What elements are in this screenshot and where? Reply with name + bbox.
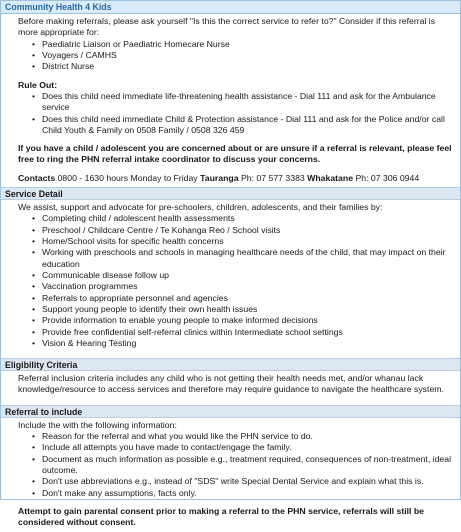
contacts-location-2: Whakatane bbox=[307, 172, 354, 183]
list-item: • Paediatric Liaison or Paediatric Homecare Nurse bbox=[32, 39, 456, 50]
contacts-location-1: Tauranga bbox=[200, 172, 239, 183]
concern-note: If you have a child / adolescent you are concerned about or are unsure if a referral is relevant, please feel free to ring the PHN referral intake coordinator to discuss your concerns. bbox=[18, 143, 452, 165]
rule-out-heading: Rule Out: bbox=[18, 79, 58, 90]
intro-list bbox=[32, 39, 456, 73]
service-detail-list bbox=[32, 213, 456, 349]
list-item: • Working with preschools and schools in managing healthcare needs of the child, that may impact on their education bbox=[32, 247, 456, 270]
consent-note: Attempt to gain parental consent prior to making a referral to the PHN service, referrals will still be considered without consent. bbox=[18, 505, 425, 528]
eligibility-section bbox=[1, 371, 460, 399]
list-item: • Does this child need immediate life-threatening health assistance - Dial 111 and ask for the Ambulance service bbox=[32, 91, 456, 114]
intro-section bbox=[1, 14, 460, 187]
list-item: • Vision & Hearing Testing bbox=[32, 338, 456, 349]
eligibility-text: Referral inclusion criteria includes any child who is not getting their health needs met, and/or whanau lack knowledge/resource to access services and therefore may require guidance to navigate the healthcare system. bbox=[18, 373, 444, 395]
list-item: • Completing child / adolescent health assessments bbox=[32, 213, 456, 224]
list-item: • Does this child need immediate Child & Protection assistance - Dial 111 and ask for the Police and/or call Child Youth & Family on 0508 Family / 0508 326 459 bbox=[32, 114, 456, 137]
referral-list bbox=[32, 431, 456, 499]
list-item: • Communicable disease follow up bbox=[32, 270, 456, 281]
service-detail-header: Service Detail bbox=[1, 187, 460, 200]
list-item: • Don't use abbreviations e.g., instead of "SDS" write Special Dental Service and explain what this is. bbox=[32, 476, 456, 487]
list-item: • Document as much information as possible e.g., treatment required, consequences of non-treatment, ideal outcome. bbox=[32, 454, 456, 477]
list-item: • Voyagers / CAMHS bbox=[32, 50, 456, 61]
list-item: • Don't make any assumptions, facts only. bbox=[32, 488, 456, 499]
intro-text: Before making referrals, please ask yourself "Is this the correct service to refer to?" Consider if this referral is more appropriate for: bbox=[18, 16, 436, 38]
contacts-label: Contacts bbox=[18, 172, 56, 183]
list-item: • Reason for the referral and what you would like the PHN service to do. bbox=[32, 431, 456, 442]
eligibility-header: Eligibility Criteria bbox=[1, 358, 460, 371]
service-detail-intro: We assist, support and advocate for pre-schoolers, children, adolescents, and their families by: bbox=[18, 202, 383, 213]
contacts-line bbox=[18, 173, 456, 184]
referral-intro: Include the with the following information: bbox=[18, 419, 177, 430]
list-item: • Provide free confidential self-referral clinics within Intermediate school settings bbox=[32, 327, 456, 338]
list-item: • Provide information to enable young people to make informed decisions bbox=[32, 315, 456, 326]
list-item: • Include all attempts you have made to contact/engage the family. bbox=[32, 442, 456, 453]
list-item: • Home/School visits for specific health concerns bbox=[32, 236, 456, 247]
referral-header: Referral to include bbox=[1, 405, 460, 418]
list-item: • Preschool / Childcare Centre / Te Kohanga Reo / School visits bbox=[32, 225, 456, 236]
contacts-phone-1: Ph: 07 577 3383 bbox=[240, 172, 305, 183]
rule-out-list bbox=[32, 91, 456, 136]
list-item: • Vaccination programmes bbox=[32, 281, 456, 292]
referral-section bbox=[1, 418, 460, 532]
list-item: • District Nurse bbox=[32, 61, 456, 72]
service-detail-section bbox=[1, 200, 460, 352]
list-item: • Support young people to identify their own health issues bbox=[32, 304, 456, 315]
contacts-phone-2: Ph: 07 306 0944 bbox=[355, 172, 420, 183]
contacts-hours: 0800 - 1630 hours Monday to Friday bbox=[57, 172, 198, 183]
list-item: • Referrals to appropriate personnel and agencies bbox=[32, 293, 456, 304]
panel-title: Community Health 4 Kids bbox=[1, 1, 460, 14]
